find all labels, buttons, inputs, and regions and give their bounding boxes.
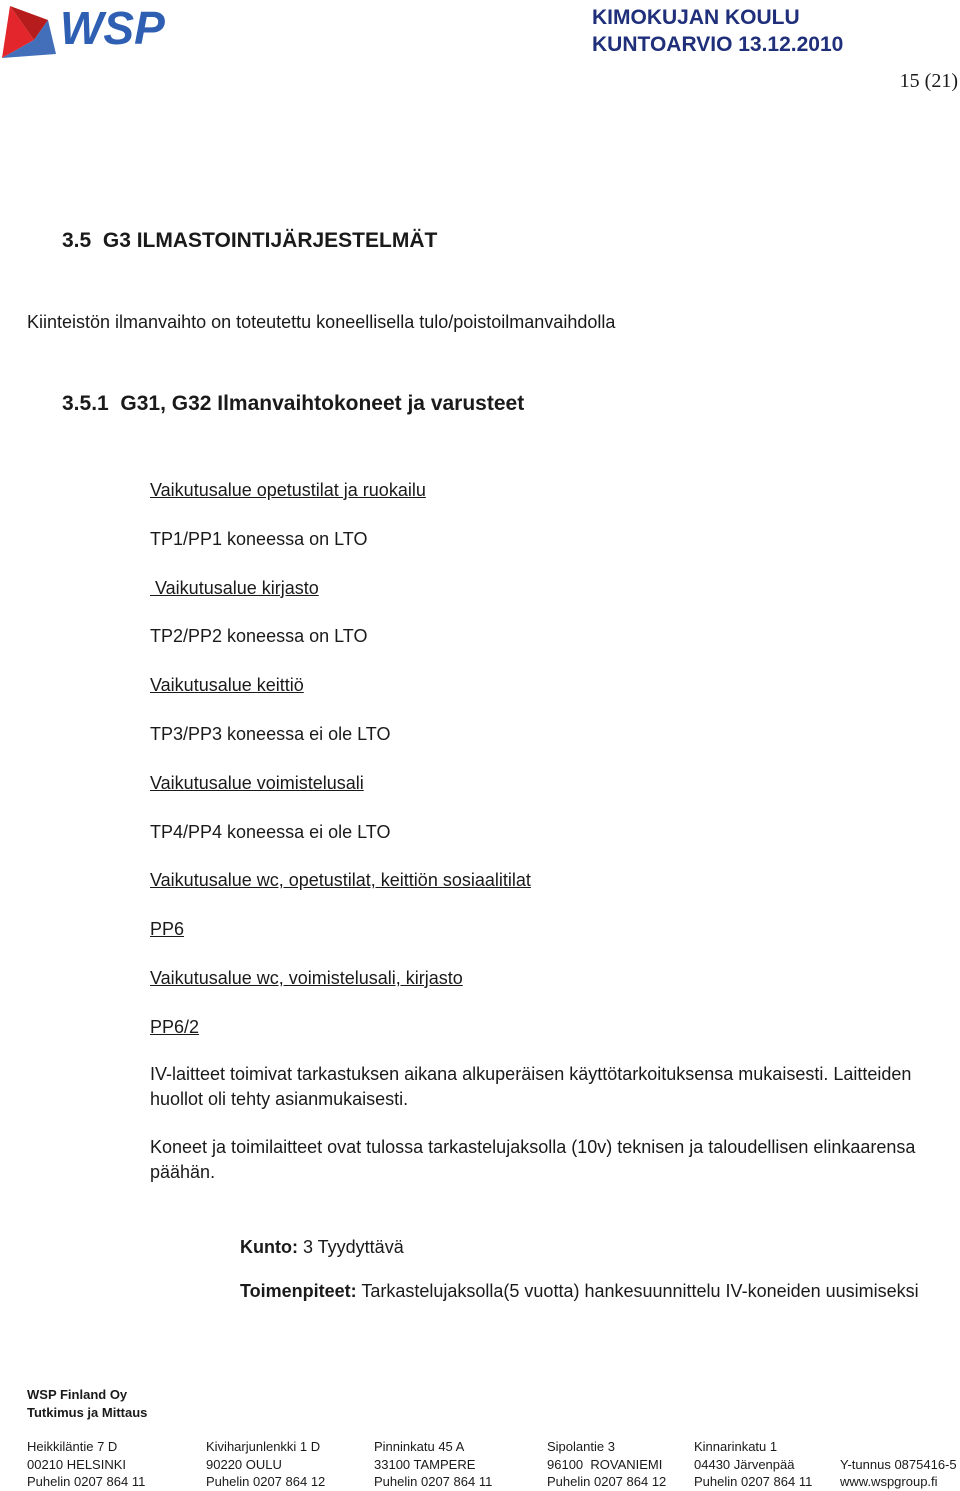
office-oulu [206,1438,325,1491]
business-id: Y-tunnus 0875416-5 [840,1456,957,1472]
page-number: 15 (21) [899,70,958,92]
document-subtitle: KUNTOARVIO 13.12.2010 [592,33,844,56]
list-item: Vaikutusalue wc, voimistelusali, kirjasto [150,967,463,988]
office-street: Kiviharjunlenkki 1 D [206,1439,321,1454]
paragraph-condition: IV-laitteet toimivat tarkastuksen aikana alkuperäisen käyttötarkoituksensa mukaisesti. Laitteiden huollot oli tehty asianmukaisesti. [150,1064,912,1109]
list-item: TP2/PP2 koneessa on LTO [150,626,368,647]
office-city: 00210 HELSINKI [27,1456,127,1472]
condition-label: Kunto: [240,1237,298,1257]
list-item: TP1/PP1 koneessa on LTO [150,528,368,549]
list-item: Vaikutusalue keittiö [150,675,304,696]
subsection-heading: 3.5.1 G31, G32 Ilmanvaihtokoneet ja varusteet [62,392,525,415]
footer-company [27,1386,147,1421]
office-city: 90220 OULU [206,1456,282,1472]
office-street: Kinnarinkatu 1 [694,1439,778,1454]
office-city: 04430 Järvenpää [694,1456,795,1472]
actions-label: Toimenpiteet: [240,1281,357,1301]
list-item: PP6/2 [150,1016,200,1037]
office-street: Pinninkatu 45 A [374,1439,465,1454]
section-heading: 3.5 G3 ILMASTOINTIJÄRJESTELMÄT [62,229,438,252]
condition-rating [240,1237,404,1258]
office-street: Sipolantie 3 [547,1439,615,1454]
office-phone: Puhelin 0207 864 11 [27,1474,146,1489]
office-rovaniemi [547,1438,666,1491]
office-city: 96100 ROVANIEMI [547,1456,663,1472]
document-title: KIMOKUJAN KOULU [592,6,800,29]
company-division: Tutkimus ja Mittaus [27,1404,148,1420]
ventilation-unit-list [150,477,960,1063]
wsp-logo [0,0,190,62]
office-street: Heikkiläntie 7 D [27,1439,118,1454]
office-phone: Puhelin 0207 864 12 [547,1474,667,1489]
paragraph-lifecycle: Koneet ja toimilaitteet ovat tulossa tarkastelujaksolla (10v) teknisen ja taloudellisen elinkaarensa päähän. [150,1137,916,1182]
list-item: TP4/PP4 koneessa ei ole LTO [150,821,391,842]
actions-value: Tarkastelujaksolla(5 vuotta) hankesuunnittelu IV-koneiden uusimiseksi [356,1281,919,1301]
list-item: Vaikutusalue opetustilat ja ruokailu [150,480,426,500]
office-jarvenpaa [694,1438,812,1491]
footer-contact [840,1456,957,1491]
list-item: Vaikutusalue kirjasto [150,577,319,598]
section-intro: Kiinteistön ilmanvaihto on toteutettu koneellisella tulo/poistoilmanvaihdolla [27,312,616,332]
list-item: Vaikutusalue voimistelusali [150,772,364,793]
company-name: WSP Finland Oy [27,1387,128,1402]
condition-value: 3 Tyydyttävä [297,1237,404,1257]
office-phone: Puhelin 0207 864 11 [694,1474,813,1489]
office-phone: Puhelin 0207 864 12 [206,1474,326,1489]
office-phone: Puhelin 0207 864 11 [374,1474,493,1489]
office-tampere [374,1438,492,1491]
list-item: PP6 [150,919,185,940]
list-item: TP3/PP3 koneessa ei ole LTO [150,723,391,744]
office-helsinki [27,1438,145,1491]
list-item: Vaikutusalue wc, opetustilat, keittiön sosiaalitilat [150,870,531,891]
svg-text:WSP: WSP [60,2,165,54]
website-link[interactable]: www.wspgroup.fi [840,1474,938,1489]
actions [240,1281,919,1302]
office-city: 33100 TAMPERE [374,1456,476,1472]
